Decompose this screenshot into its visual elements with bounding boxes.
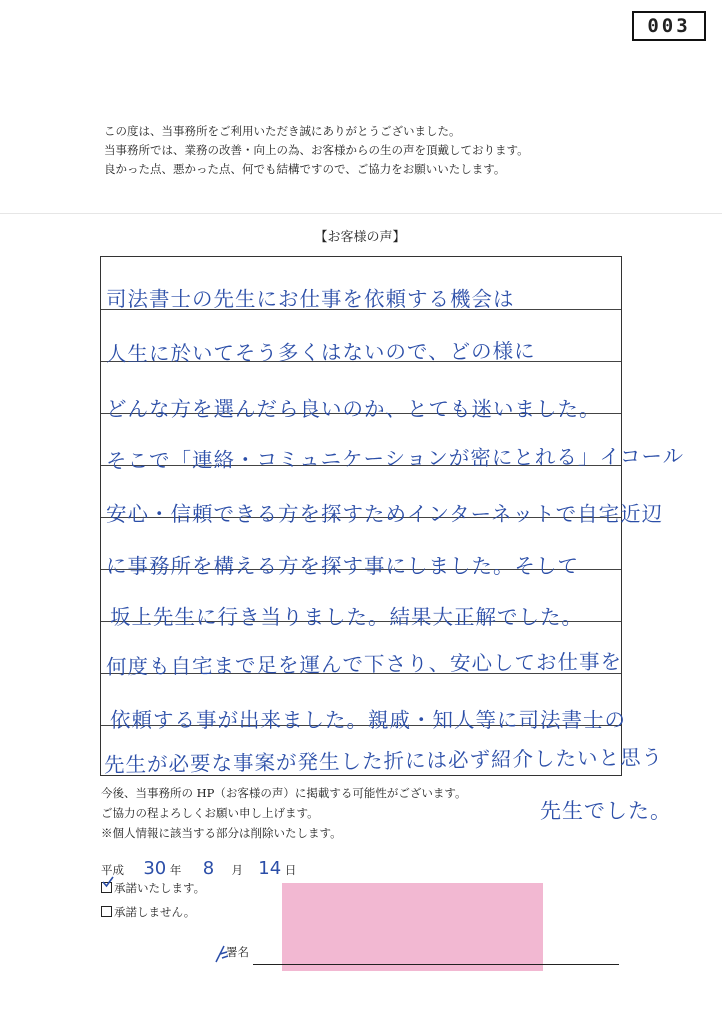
consent-agree-option[interactable]: [101, 880, 205, 896]
intro-line: 当事務所では、業務の改善・向上の為、お客様からの生の声を頂戴しております。: [104, 143, 529, 157]
redacted-signature-area: [282, 883, 543, 971]
handwritten-line: 何度も自宅まで足を運んで下さり、安心してお仕事を: [105, 649, 623, 679]
date-day-label: 日: [284, 863, 297, 877]
handwritten-line: 坂上先生に行き当りました。結果大正解でした。: [110, 605, 583, 629]
signature-line[interactable]: [253, 964, 619, 965]
date-day[interactable]: 14: [258, 858, 282, 879]
note-line: ご協力の程よろしくお願い申し上げます。: [101, 806, 319, 820]
consent-agree-label: 承諾いたします。: [114, 881, 206, 895]
date-year[interactable]: 30: [143, 858, 167, 879]
date-field: [101, 858, 296, 879]
handwritten-line: に事務所を構える方を探す事にしました。そして: [106, 554, 579, 578]
note-line: ※個人情報に該当する部分は削除いたします。: [101, 826, 342, 840]
consent-decline-label: 承諾しません。: [114, 905, 196, 919]
handwritten-line: 人生に於いてそう多くはないので、どの様に: [105, 339, 536, 366]
intro-text: [104, 122, 529, 179]
handwritten-line: そこで「連絡・コミュニケーションが密にとれる」イコール: [105, 443, 685, 473]
checkbox-decline[interactable]: [101, 906, 112, 917]
date-month[interactable]: 8: [202, 858, 215, 879]
handwritten-line: 先生が必要な事案が発生した折には必ず紹介したいと思う: [103, 745, 664, 777]
intro-line: 良かった点、悪かった点、何でも結構ですので、ご協力をお願いいたします。: [104, 162, 506, 176]
signature-field: [212, 944, 249, 960]
section-title: 【お客様の声】: [314, 230, 406, 245]
handwritten-line: 依頼する事が出来ました。親戚・知人等に司法書士の: [110, 708, 626, 732]
date-year-label: 年: [169, 863, 182, 877]
document-number: 003: [632, 11, 706, 41]
date-era: 平成: [101, 863, 124, 877]
handwritten-line: 司法書士の先生にお仕事を依頼する機会は: [106, 287, 515, 311]
intro-line: この度は、当事務所をご利用いただき誠にありがとうございました。: [104, 124, 461, 138]
consent-decline-option[interactable]: [101, 904, 195, 920]
signature-label: 署名: [226, 945, 249, 959]
note-line: 今後、当事務所の HP（お客様の声）に掲載する可能性がございます。: [101, 786, 467, 800]
section-divider: [0, 213, 722, 214]
notes-text: [101, 783, 467, 843]
handwritten-line: 安心・信頼できる方を探すためインターネットで自宅近辺: [106, 502, 664, 526]
handwritten-line: どんな方を選んだら良いのか、とても迷いました。: [106, 397, 601, 421]
date-month-label: 月: [231, 863, 243, 877]
checkmark-icon: [102, 876, 114, 888]
handwritten-line: 先生でした。: [540, 799, 672, 823]
